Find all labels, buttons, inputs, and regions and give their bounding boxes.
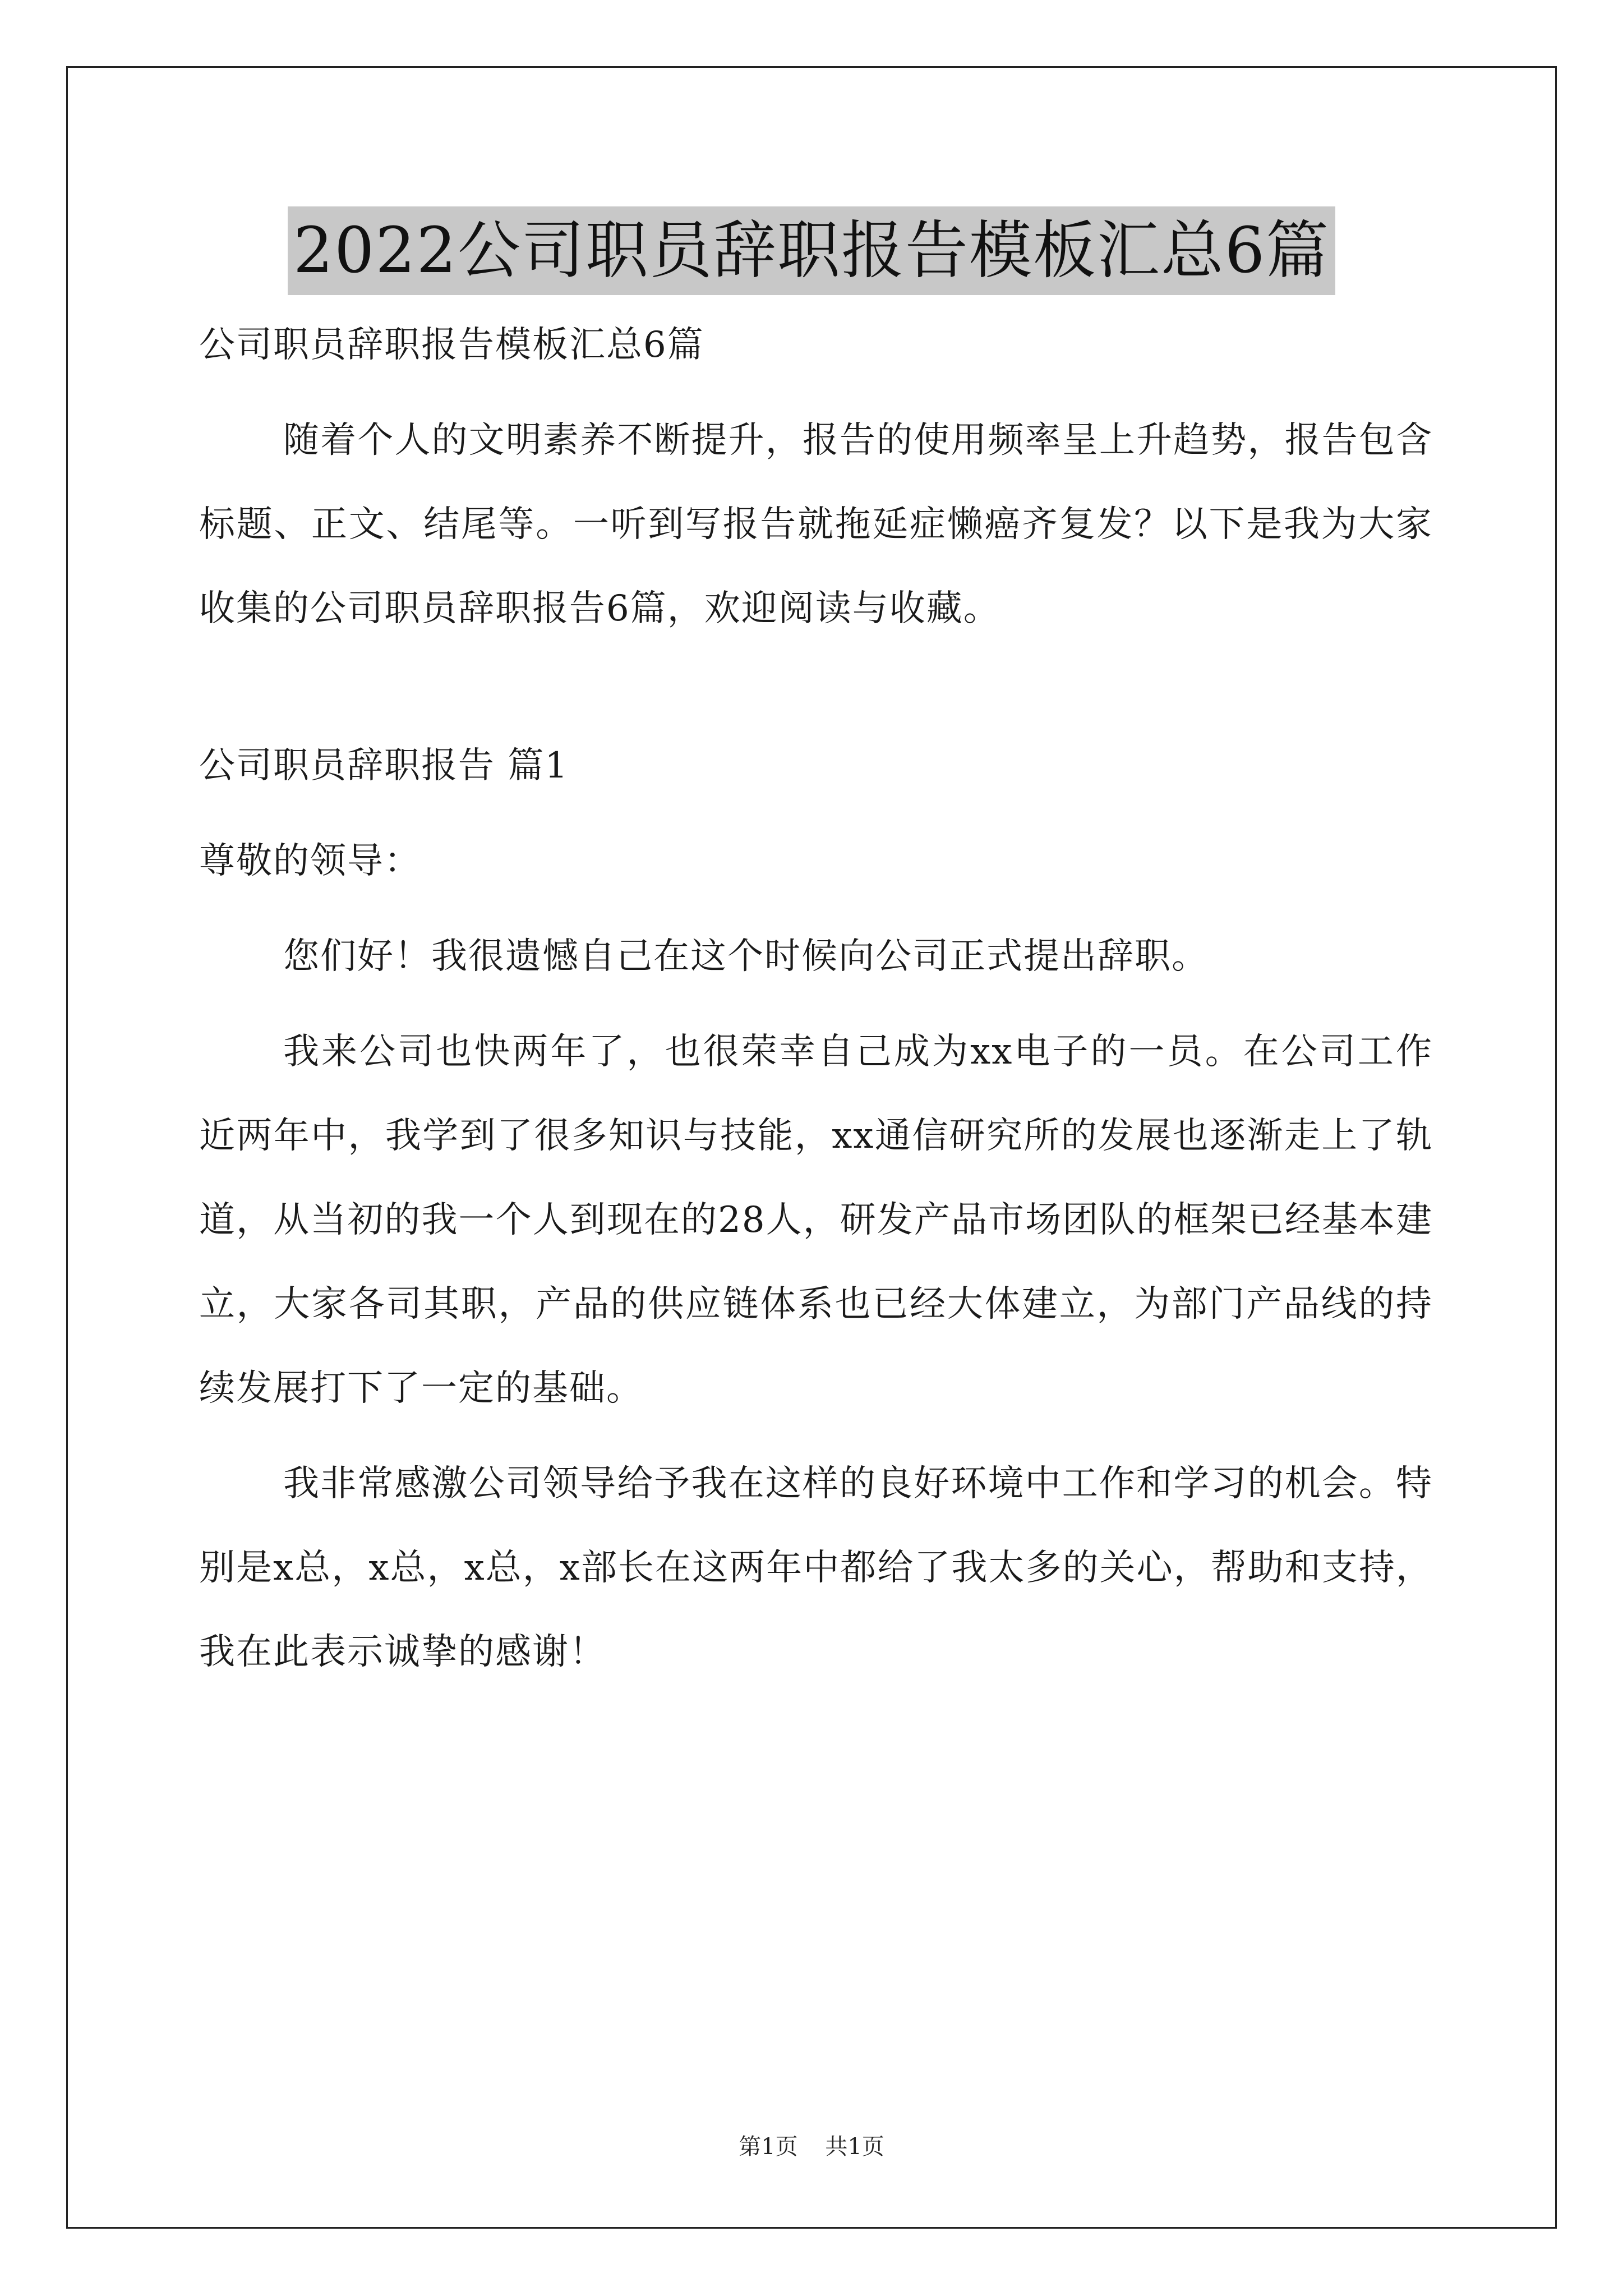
intro-paragraph: 随着个人的文明素养不断提升，报告的使用频率呈上升趋势，报告包含标题、正文、结尾等。一听到写报告就拖延症懒癌齐复发？以下是我为大家收集的公司职员辞职报告6篇，欢迎阅读与收藏。 bbox=[199, 420, 1433, 629]
spacer bbox=[199, 651, 1433, 724]
body-paragraph: 我非常感激公司领导给予我在这样的良好环境中工作和学习的机会。特别是x总，x总，x总，x部长在这两年中都给了我太多的关心，帮助和支持，我在此表示诚挚的感谢！ bbox=[199, 1463, 1433, 1673]
section-heading: 公司职员辞职报告 篇1 bbox=[199, 745, 569, 786]
page-number: 第1页 bbox=[739, 2134, 798, 2160]
document-title: 2022公司职员辞职报告模板汇总6篇 bbox=[288, 206, 1335, 295]
page-count: 共1页 bbox=[825, 2134, 884, 2160]
body-paragraph: 我来公司也快两年了，也很荣幸自己成为xx电子的一员。在公司工作近两年中，我学到了很多知识与技能，xx通信研究所的发展也逐渐走上了轨道，从当初的我一个人到现在的28人，研发产品市场团队的框架已经基本建立，大家各司其职，产品的供应链体系也已经大体建立，为部门产品线的持续发展打下了一定的基础。 bbox=[199, 1031, 1433, 1409]
document-body bbox=[199, 303, 1433, 1694]
body-paragraph: 您们好！我很遗憾自己在这个时候向公司正式提出辞职。 bbox=[283, 936, 1209, 977]
title-container bbox=[0, 206, 1623, 295]
document-subtitle: 公司职员辞职报告模板汇总6篇 bbox=[199, 324, 704, 366]
salutation: 尊敬的领导： bbox=[199, 840, 421, 882]
page-footer bbox=[0, 2129, 1623, 2161]
